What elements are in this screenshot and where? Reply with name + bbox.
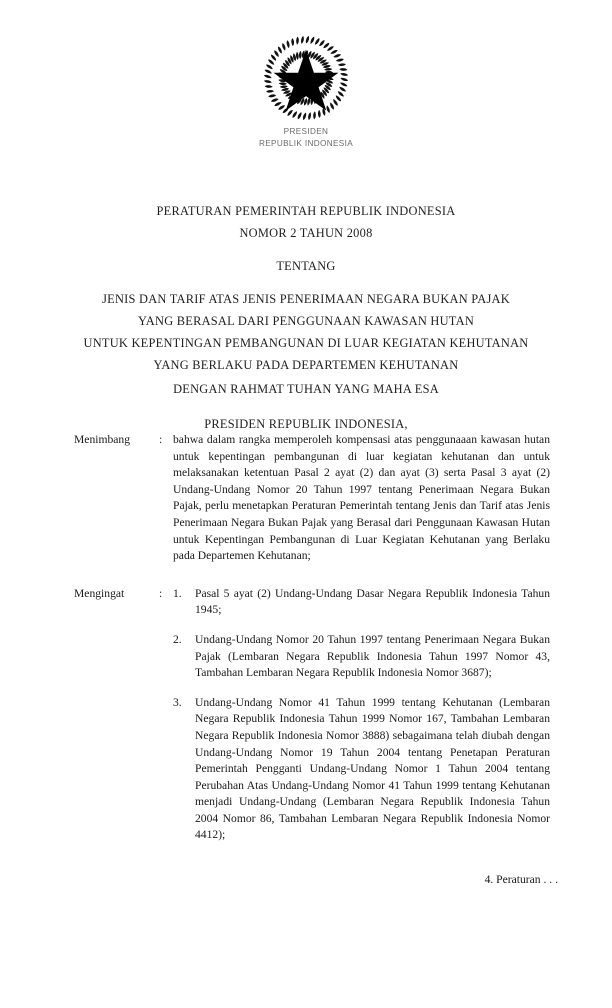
- invocation-line: DENGAN RAHMAT TUHAN YANG MAHA ESA: [173, 382, 439, 396]
- list-item-paragraph: Undang-Undang Nomor 41 Tahun 1999 tentang Kehutanan (Lembaran Negara Republik Indonesia Tahun 1999 Nomor 167, Tambahan Lembaran Negara Republik Indonesia Nomor 3888) sebagaimana telah diubah dengan Undang-Undang Nomor 19 Tahun 2004 tentang Penetapan Peraturan Pemerintah Pengganti Undang-Undang Nomor 1 Tahun 2004 tentang Perubahan Atas Undang-Undang Nomor 41 Tahun 1999 tentang Kehutanan menjadi Undang-Undang (Lembaran Negara Republik Indonesia Tahun 2004 Nomor 86, Tambahan Lembaran Negara Republik Indonesia Nomor 4412);: [195, 695, 550, 842]
- clause-menimbang: [0, 432, 612, 565]
- title-line-tentang: TENTANG: [276, 259, 336, 273]
- title-line-number-year: NOMOR 2 TAHUN 2008: [239, 226, 373, 240]
- document-body: [0, 432, 612, 844]
- emblem-caption-line-2: REPUBLIK INDONESIA: [258, 138, 354, 148]
- list-item-text: [195, 695, 550, 844]
- indonesian-presidential-seal-icon: [262, 36, 350, 120]
- list-item-text: [195, 632, 550, 682]
- list-item-number: 3.: [173, 695, 182, 709]
- emblem-caption: [0, 126, 612, 149]
- emblem-caption-line-1: PRESIDEN: [283, 127, 329, 136]
- clause-mengingat-colon: :: [159, 586, 163, 600]
- title-line-regulation-type: PERATURAN PEMERINTAH REPUBLIK INDONESIA: [156, 204, 456, 218]
- clause-menimbang-body: [173, 432, 550, 565]
- list-item: [173, 586, 550, 619]
- title-subject-line-3: UNTUK KEPENTINGAN PEMBANGUNAN DI LUAR KEGIATAN KEHUTANAN: [83, 336, 529, 350]
- document-title-block: [46, 200, 566, 376]
- title-subject-line-1: JENIS DAN TARIF ATAS JENIS PENERIMAAN NEGARA BUKAN PAJAK: [102, 292, 510, 306]
- clause-mengingat-body: [173, 586, 550, 844]
- list-item: [173, 695, 550, 844]
- list-item-paragraph: Pasal 5 ayat (2) Undang-Undang Dasar Negara Republik Indonesia Tahun 1945;: [195, 586, 550, 617]
- list-item-paragraph: Undang-Undang Nomor 20 Tahun 1997 tentang Penerimaan Negara Bukan Pajak (Lembaran Negara Republik Indonesia Tahun 1997 Nomor 43, Tambahan Lembaran Negara Republik Indonesia Nomor 3687);: [195, 632, 550, 680]
- list-item-number: 1.: [173, 586, 182, 600]
- clause-menimbang-label: Menimbang: [74, 433, 131, 446]
- list-item-number: 2.: [173, 632, 182, 646]
- title-subject-line-2: YANG BERASAL DARI PENGGUNAAN KAWASAN HUTAN: [137, 314, 475, 328]
- clause-mengingat-label: Mengingat: [74, 586, 125, 600]
- clause-menimbang-colon: :: [159, 433, 163, 446]
- clause-menimbang-text: bahwa dalam rangka memperoleh kompensasi atas penggunaaan kawasan hutan untuk kepentingan pembangunan di luar kegiatan kehutanan dan untuk melaksanakan ketentuan Pasal 2 ayat (2) dan ayat (3) serta Pasal 3 ayat (2) Undang-Undang Nomor 20 Tahun 1997 tentang Penerimaan Negara Bukan Pajak, perlu menetapkan Peraturan Pemerintah tentang Jenis dan Tarif atas Jenis Penerimaan Negara Bukan Pajak yang Berasal dari Penggunaan Kawasan Hutan untuk Kepentingan Pembangunan di Luar Kegiatan Kehutanan yang Berlaku pada Departemen Kehutanan;: [173, 433, 550, 563]
- page-catchword: 4. Peraturan . . .: [484, 873, 558, 886]
- presidential-emblem-block: [0, 36, 612, 149]
- list-item: [173, 632, 550, 682]
- title-subject-line-4: YANG BERLAKU PADA DEPARTEMEN KEHUTANAN: [153, 358, 459, 372]
- clause-mengingat: [0, 586, 612, 844]
- signatory-line: PRESIDEN REPUBLIK INDONESIA,: [204, 417, 408, 431]
- list-item-text: [195, 586, 550, 619]
- invocation-block: [46, 378, 566, 435]
